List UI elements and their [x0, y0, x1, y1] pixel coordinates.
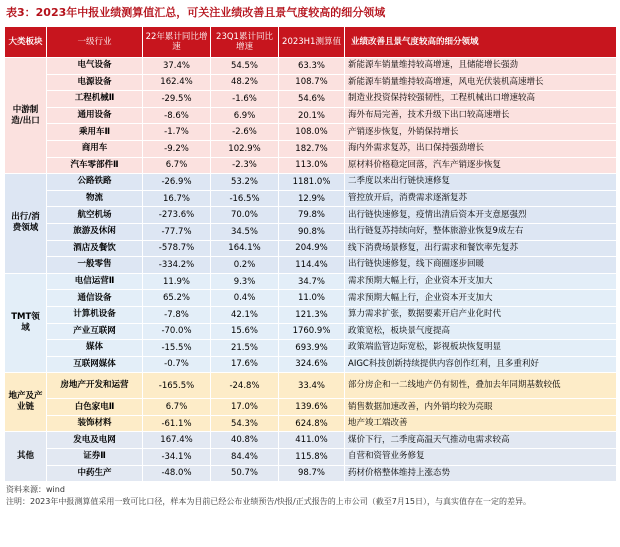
industry-cell: 工程机械Ⅱ [47, 91, 143, 108]
industry-cell: 一般零售 [47, 257, 143, 274]
group-label: 中游制造/出口 [5, 58, 47, 174]
growth-2022-cell: -15.5% [143, 340, 211, 357]
industry-cell: 计算机设备 [47, 306, 143, 323]
highlight-cell: 产销逐步恢复，外销保持增长 [345, 124, 617, 141]
growth-23q1-cell: 0.4% [211, 290, 279, 307]
growth-23q1-cell: 102.9% [211, 140, 279, 157]
growth-23q1-cell: -16.5% [211, 190, 279, 207]
estimate-2023h1-cell: 12.9% [279, 190, 345, 207]
highlight-cell: 算力需求扩张，数据要素开启产业化时代 [345, 306, 617, 323]
header-highlight: 业绩改善且景气度较高的细分领域 [345, 27, 617, 58]
growth-23q1-cell: 17.0% [211, 399, 279, 416]
highlight-cell: 政策宽松，板块景气度提高 [345, 323, 617, 340]
highlight-cell: 政策端监管边际宽松，影视板块恢复明显 [345, 340, 617, 357]
highlight-cell: 自营和资管业务修复 [345, 449, 617, 466]
industry-cell: 房地产开发和运营 [47, 373, 143, 399]
industry-cell: 乘用车Ⅱ [47, 124, 143, 141]
header-group: 大类板块 [5, 27, 47, 58]
growth-23q1-cell: -2.6% [211, 124, 279, 141]
header-col1: 22年累计同比增速 [143, 27, 211, 58]
highlight-cell: 销售数据加速改善，内外销均较为亮眼 [345, 399, 617, 416]
estimate-2023h1-cell: 182.7% [279, 140, 345, 157]
industry-cell: 通用设备 [47, 107, 143, 124]
industry-cell: 中药生产 [47, 465, 143, 482]
table-row [5, 306, 617, 323]
growth-23q1-cell: 0.2% [211, 257, 279, 274]
growth-2022-cell: 11.9% [143, 273, 211, 290]
industry-cell: 产业互联网 [47, 323, 143, 340]
highlight-cell: 煤价下行，二季度高温天气推动电需求较高 [345, 432, 617, 449]
estimate-2023h1-cell: 204.9% [279, 240, 345, 257]
estimate-2023h1-cell: 1181.0% [279, 174, 345, 191]
footnote: 注明：2023年中报测算值采用一致可比口径，样本为目前已经公布业绩预告/快报/正式报告的上市公司（截至7月15日），与真实值存在一定的差异。 [6, 497, 532, 507]
estimate-2023h1-cell: 33.4% [279, 373, 345, 399]
highlight-cell: 新能源车销量维持较高增速，风电光伏装机高速增长 [345, 74, 617, 91]
estimate-2023h1-cell: 324.6% [279, 356, 345, 373]
growth-2022-cell: 65.2% [143, 290, 211, 307]
growth-2022-cell: 37.4% [143, 58, 211, 75]
highlight-cell: 海外布局完善，技术升级下出口较高速增长 [345, 107, 617, 124]
estimate-2023h1-cell: 11.0% [279, 290, 345, 307]
industry-cell: 商用车 [47, 140, 143, 157]
industry-cell: 航空机场 [47, 207, 143, 224]
growth-23q1-cell: 42.1% [211, 306, 279, 323]
growth-2022-cell: 6.7% [143, 399, 211, 416]
industry-cell: 发电及电网 [47, 432, 143, 449]
growth-23q1-cell: 40.8% [211, 432, 279, 449]
growth-23q1-cell: 15.6% [211, 323, 279, 340]
growth-2022-cell: -29.5% [143, 91, 211, 108]
growth-2022-cell: -61.1% [143, 415, 211, 432]
table-row [5, 323, 617, 340]
table-body [5, 58, 617, 482]
industry-cell: 互联网媒体 [47, 356, 143, 373]
table-row [5, 74, 617, 91]
growth-2022-cell: -34.1% [143, 449, 211, 466]
table-row [5, 449, 617, 466]
estimate-2023h1-cell: 693.9% [279, 340, 345, 357]
table-row [5, 157, 617, 174]
industry-cell: 旅游及休闲 [47, 223, 143, 240]
table-row [5, 240, 617, 257]
industry-cell: 电源设备 [47, 74, 143, 91]
group-label: TMT领域 [5, 273, 47, 373]
highlight-cell: 地产竣工端改善 [345, 415, 617, 432]
table-row [5, 223, 617, 240]
table-row [5, 140, 617, 157]
table-row [5, 107, 617, 124]
growth-2022-cell: 167.4% [143, 432, 211, 449]
industry-cell: 通信设备 [47, 290, 143, 307]
table-row [5, 373, 617, 399]
group-label: 地产及产业链 [5, 373, 47, 432]
growth-2022-cell: 162.4% [143, 74, 211, 91]
industry-cell: 物流 [47, 190, 143, 207]
growth-23q1-cell: 34.5% [211, 223, 279, 240]
table-row [5, 340, 617, 357]
table-row [5, 58, 617, 75]
highlight-cell: 二季度以来出行链快速修复 [345, 174, 617, 191]
source-note: 资料来源：wind [6, 485, 65, 495]
industry-cell: 白色家电Ⅱ [47, 399, 143, 416]
estimate-2023h1-cell: 90.8% [279, 223, 345, 240]
highlight-cell: 需求预期大幅上行，企业资本开支加大 [345, 290, 617, 307]
highlight-cell: 管控放开后，消费需求逐渐复苏 [345, 190, 617, 207]
growth-23q1-cell: 17.6% [211, 356, 279, 373]
table-title: 表3：2023年中报业绩测算值汇总，可关注业绩改善且景气度较高的细分领域 [6, 6, 386, 19]
estimate-2023h1-cell: 34.7% [279, 273, 345, 290]
estimate-2023h1-cell: 20.1% [279, 107, 345, 124]
table-row [5, 465, 617, 482]
highlight-cell: 药材价格整体维持上涨态势 [345, 465, 617, 482]
table-row [5, 290, 617, 307]
data-table [4, 26, 617, 482]
growth-23q1-cell: 21.5% [211, 340, 279, 357]
estimate-2023h1-cell: 139.6% [279, 399, 345, 416]
table-row [5, 399, 617, 416]
estimate-2023h1-cell: 411.0% [279, 432, 345, 449]
highlight-cell: 部分房企和一二线地产仍有韧性，叠加去年同期基数较低 [345, 373, 617, 399]
highlight-cell: 出行链复苏持续向好，整体旅游业恢复9成左右 [345, 223, 617, 240]
growth-2022-cell: -8.6% [143, 107, 211, 124]
table-row [5, 207, 617, 224]
growth-2022-cell: -48.0% [143, 465, 211, 482]
growth-23q1-cell: -1.6% [211, 91, 279, 108]
estimate-2023h1-cell: 115.8% [279, 449, 345, 466]
growth-23q1-cell: 6.9% [211, 107, 279, 124]
highlight-cell: 制造业投资保持较强韧性，工程机械出口增速较高 [345, 91, 617, 108]
growth-2022-cell: -70.0% [143, 323, 211, 340]
industry-cell: 酒店及餐饮 [47, 240, 143, 257]
growth-23q1-cell: -24.8% [211, 373, 279, 399]
table-row [5, 124, 617, 141]
table-row [5, 91, 617, 108]
header-col3: 2023H1测算值 [279, 27, 345, 58]
growth-23q1-cell: 54.3% [211, 415, 279, 432]
growth-2022-cell: -273.6% [143, 207, 211, 224]
highlight-cell: 原材料价格稳定回落，汽车产销逐步恢复 [345, 157, 617, 174]
table-row [5, 356, 617, 373]
highlight-cell: 出行链快速修复，疫情出清后资本开支意愿强烈 [345, 207, 617, 224]
industry-cell: 电信运营Ⅱ [47, 273, 143, 290]
growth-2022-cell: -334.2% [143, 257, 211, 274]
growth-2022-cell: -578.7% [143, 240, 211, 257]
highlight-cell: 需求预期大幅上行，企业资本开支加大 [345, 273, 617, 290]
header-industry: 一级行业 [47, 27, 143, 58]
estimate-2023h1-cell: 624.8% [279, 415, 345, 432]
estimate-2023h1-cell: 54.6% [279, 91, 345, 108]
growth-23q1-cell: 9.3% [211, 273, 279, 290]
growth-23q1-cell: 53.2% [211, 174, 279, 191]
growth-2022-cell: -7.8% [143, 306, 211, 323]
highlight-cell: 海内外需求复苏，出口保持强劲增长 [345, 140, 617, 157]
estimate-2023h1-cell: 113.0% [279, 157, 345, 174]
table-row [5, 174, 617, 191]
estimate-2023h1-cell: 63.3% [279, 58, 345, 75]
estimate-2023h1-cell: 108.0% [279, 124, 345, 141]
highlight-cell: AIGC科技创新持续提供内容创作红利，且多重利好 [345, 356, 617, 373]
growth-2022-cell: -0.7% [143, 356, 211, 373]
growth-2022-cell: -1.7% [143, 124, 211, 141]
industry-cell: 装饰材料 [47, 415, 143, 432]
growth-2022-cell: -26.9% [143, 174, 211, 191]
estimate-2023h1-cell: 98.7% [279, 465, 345, 482]
industry-cell: 电气设备 [47, 58, 143, 75]
industry-cell: 公路铁路 [47, 174, 143, 191]
group-label: 出行/消费领域 [5, 174, 47, 274]
table-row [5, 190, 617, 207]
growth-2022-cell: -77.7% [143, 223, 211, 240]
growth-23q1-cell: 48.2% [211, 74, 279, 91]
growth-23q1-cell: 50.7% [211, 465, 279, 482]
industry-cell: 汽车零部件Ⅱ [47, 157, 143, 174]
header-col2: 23Q1累计同比增速 [211, 27, 279, 58]
industry-cell: 媒体 [47, 340, 143, 357]
header-row [5, 27, 617, 58]
table-row [5, 257, 617, 274]
group-label: 其他 [5, 432, 47, 482]
estimate-2023h1-cell: 121.3% [279, 306, 345, 323]
growth-2022-cell: -9.2% [143, 140, 211, 157]
growth-23q1-cell: 70.0% [211, 207, 279, 224]
estimate-2023h1-cell: 108.7% [279, 74, 345, 91]
growth-2022-cell: -165.5% [143, 373, 211, 399]
estimate-2023h1-cell: 1760.9% [279, 323, 345, 340]
highlight-cell: 出行链快速修复，线下商圈逐步回暖 [345, 257, 617, 274]
growth-23q1-cell: 164.1% [211, 240, 279, 257]
industry-cell: 证券Ⅱ [47, 449, 143, 466]
highlight-cell: 线下消费场景修复，出行需求和餐饮率先复苏 [345, 240, 617, 257]
estimate-2023h1-cell: 79.8% [279, 207, 345, 224]
growth-2022-cell: 16.7% [143, 190, 211, 207]
growth-23q1-cell: 84.4% [211, 449, 279, 466]
table-row [5, 273, 617, 290]
growth-23q1-cell: 54.5% [211, 58, 279, 75]
highlight-cell: 新能源车销量维持较高增速，且储能增长强劲 [345, 58, 617, 75]
growth-23q1-cell: -2.3% [211, 157, 279, 174]
table-row [5, 415, 617, 432]
growth-2022-cell: 6.7% [143, 157, 211, 174]
table-row [5, 432, 617, 449]
estimate-2023h1-cell: 114.4% [279, 257, 345, 274]
